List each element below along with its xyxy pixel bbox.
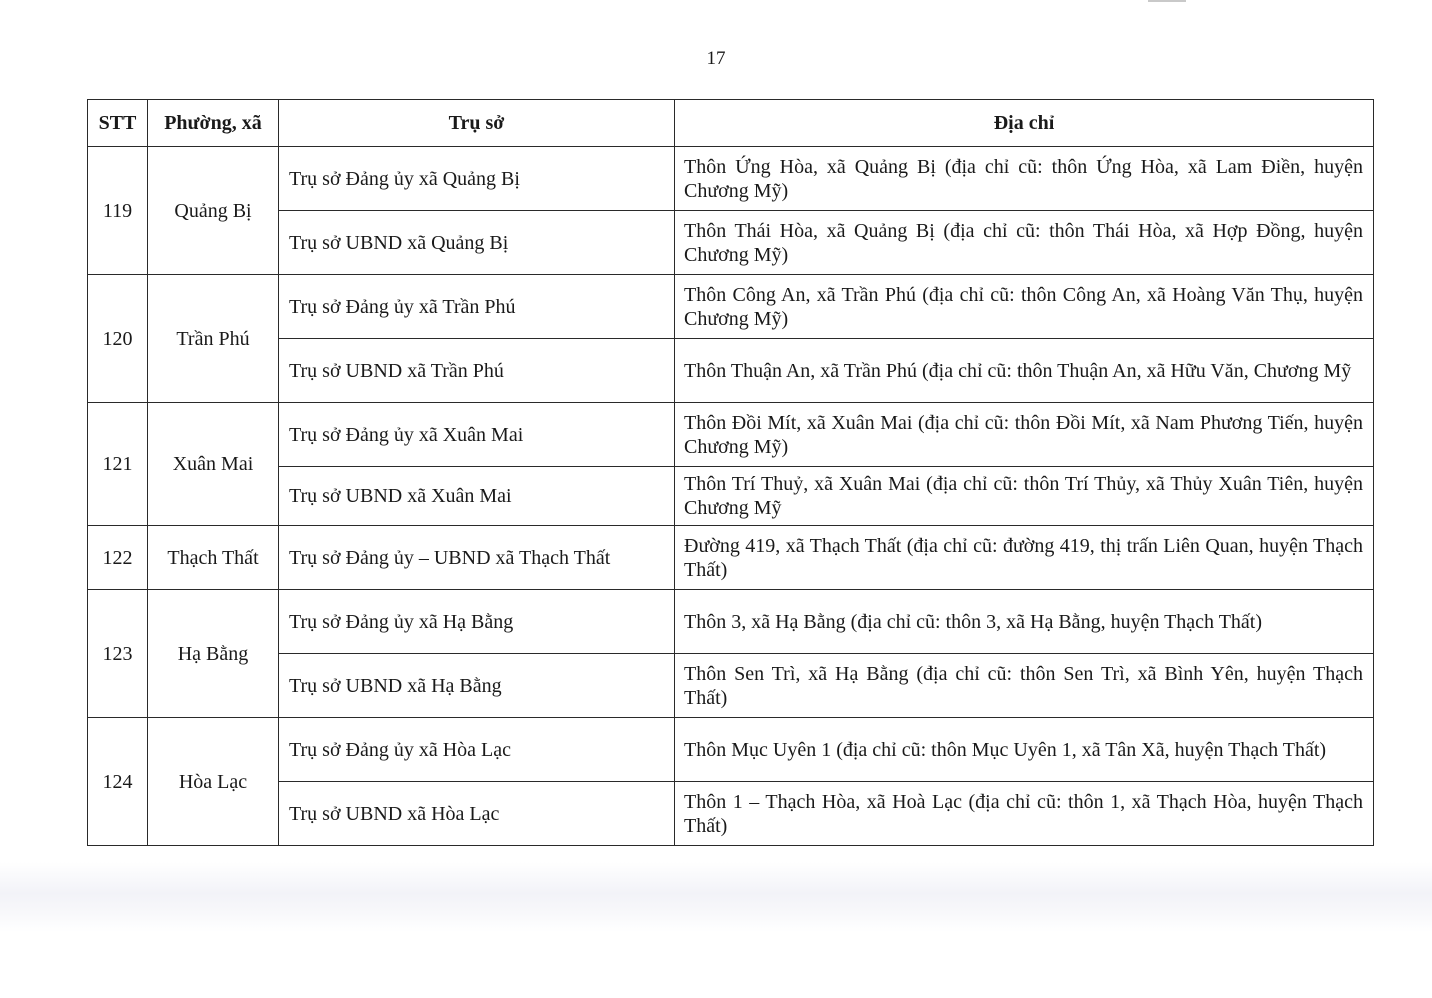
header-row <box>88 100 1374 147</box>
cell-stt: 121 <box>88 403 148 526</box>
cell-office: Trụ sở UBND xã Hạ Bằng <box>279 654 675 718</box>
cell-ward: Hòa Lạc <box>148 718 279 846</box>
office-address-table <box>87 99 1374 846</box>
header-address: Địa chỉ <box>675 100 1374 147</box>
table-row <box>88 147 1374 211</box>
scan-artifact <box>0 862 1432 932</box>
cell-address: Thôn Thái Hòa, xã Quảng Bị (địa chỉ cũ: thôn Thái Hòa, xã Hợp Đồng, huyện Chương Mỹ) <box>675 211 1374 275</box>
page-number: 17 <box>706 48 726 69</box>
cell-office: Trụ sở Đảng ủy – UBND xã Thạch Thất <box>279 526 675 590</box>
table-row <box>88 211 1374 275</box>
cell-address: Đường 419, xã Thạch Thất (địa chỉ cũ: đường 419, thị trấn Liên Quan, huyện Thạch Thất) <box>675 526 1374 590</box>
table-row <box>88 590 1374 654</box>
cell-ward: Thạch Thất <box>148 526 279 590</box>
header-office: Trụ sở <box>279 100 675 147</box>
table-row <box>88 467 1374 526</box>
header-ward: Phường, xã <box>148 100 279 147</box>
cell-office: Trụ sở UBND xã Trần Phú <box>279 339 675 403</box>
cell-ward: Xuân Mai <box>148 403 279 526</box>
cell-stt: 119 <box>88 147 148 275</box>
scan-mark <box>1148 0 1186 2</box>
header-stt: STT <box>88 100 148 147</box>
cell-ward: Quảng Bị <box>148 147 279 275</box>
table-row <box>88 718 1374 782</box>
cell-address: Thôn Ứng Hòa, xã Quảng Bị (địa chỉ cũ: thôn Ứng Hòa, xã Lam Điền, huyện Chương Mỹ) <box>675 147 1374 211</box>
cell-office: Trụ sở UBND xã Xuân Mai <box>279 467 675 526</box>
cell-address: Thôn Sen Trì, xã Hạ Bằng (địa chỉ cũ: thôn Sen Trì, xã Bình Yên, huyện Thạch Thất) <box>675 654 1374 718</box>
cell-address: Thôn Thuận An, xã Trần Phú (địa chỉ cũ: thôn Thuận An, xã Hữu Văn, Chương Mỹ <box>675 339 1374 403</box>
cell-office: Trụ sở Đảng ủy xã Hòa Lạc <box>279 718 675 782</box>
table-header <box>88 100 1374 147</box>
cell-office: Trụ sở Đảng ủy xã Xuân Mai <box>279 403 675 467</box>
cell-address: Thôn Mục Uyên 1 (địa chỉ cũ: thôn Mục Uyên 1, xã Tân Xã, huyện Thạch Thất) <box>675 718 1374 782</box>
table-row <box>88 403 1374 467</box>
cell-address: Thôn Công An, xã Trần Phú (địa chỉ cũ: thôn Công An, xã Hoàng Văn Thụ, huyện Chương Mỹ) <box>675 275 1374 339</box>
cell-ward: Trần Phú <box>148 275 279 403</box>
cell-address: Thôn Đồi Mít, xã Xuân Mai (địa chỉ cũ: thôn Đồi Mít, xã Nam Phương Tiến, huyện Chương Mỹ) <box>675 403 1374 467</box>
cell-office: Trụ sở Đảng ủy xã Trần Phú <box>279 275 675 339</box>
cell-stt: 123 <box>88 590 148 718</box>
table-row <box>88 654 1374 718</box>
cell-stt: 124 <box>88 718 148 846</box>
table-body <box>88 147 1374 846</box>
table-row <box>88 526 1374 590</box>
cell-office: Trụ sở UBND xã Quảng Bị <box>279 211 675 275</box>
cell-stt: 122 <box>88 526 148 590</box>
table-row <box>88 782 1374 846</box>
table-row <box>88 339 1374 403</box>
cell-stt: 120 <box>88 275 148 403</box>
table-row <box>88 275 1374 339</box>
cell-office: Trụ sở UBND xã Hòa Lạc <box>279 782 675 846</box>
cell-address: Thôn Trí Thuỷ, xã Xuân Mai (địa chỉ cũ: thôn Trí Thủy, xã Thủy Xuân Tiên, huyện Chương Mỹ <box>675 467 1374 526</box>
cell-address: Thôn 1 – Thạch Hòa, xã Hoà Lạc (địa chỉ cũ: thôn 1, xã Thạch Hòa, huyện Thạch Thất) <box>675 782 1374 846</box>
cell-ward: Hạ Bằng <box>148 590 279 718</box>
cell-office: Trụ sở Đảng ủy xã Hạ Bằng <box>279 590 675 654</box>
cell-address: Thôn 3, xã Hạ Bằng (địa chỉ cũ: thôn 3, xã Hạ Bằng, huyện Thạch Thất) <box>675 590 1374 654</box>
cell-office: Trụ sở Đảng ủy xã Quảng Bị <box>279 147 675 211</box>
